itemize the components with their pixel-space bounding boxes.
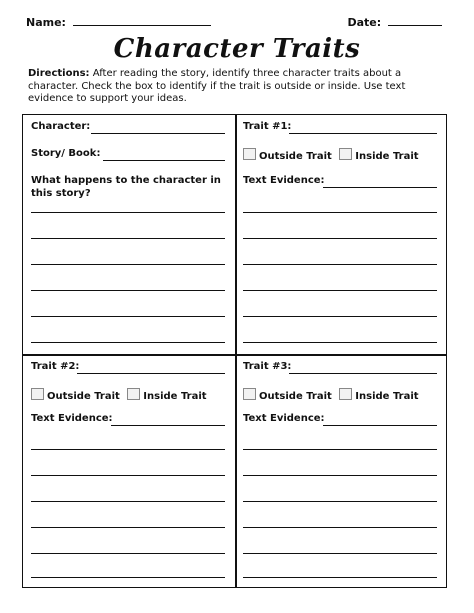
evidence-field (31, 413, 113, 424)
answer-line[interactable] (31, 342, 225, 343)
outside-trait-label: Outside Trait (259, 151, 332, 162)
trait-3-box (243, 361, 439, 583)
answer-line[interactable] (243, 290, 437, 291)
evidence-label: Text Evidence: (243, 175, 325, 186)
answer-line[interactable] (243, 316, 437, 317)
trait-1-blank[interactable] (289, 133, 437, 134)
answer-line[interactable] (243, 553, 437, 554)
evidence-label: Text Evidence: (31, 413, 113, 424)
answer-line[interactable] (31, 527, 225, 528)
inside-trait-label: Inside Trait (355, 151, 419, 162)
outside-trait-checkbox[interactable] (31, 388, 44, 400)
outside-trait-label: Outside Trait (47, 391, 120, 402)
page-title: Character Traits (113, 34, 361, 64)
inside-trait-checkbox[interactable] (339, 148, 352, 160)
trait-3-blank[interactable] (289, 373, 437, 374)
answer-line[interactable] (31, 316, 225, 317)
answer-line[interactable] (31, 449, 225, 450)
date-row (347, 14, 442, 29)
answer-line[interactable] (31, 290, 225, 291)
date-blank[interactable] (388, 14, 442, 26)
inside-trait-label: Inside Trait (355, 391, 419, 402)
question-text: What happens to the character in this story? (31, 175, 221, 199)
outside-trait-checkbox[interactable] (243, 388, 256, 400)
answer-line[interactable] (31, 238, 225, 239)
story-label: Story/ Book: (31, 148, 101, 159)
answer-line[interactable] (243, 501, 437, 502)
trait-1-label: Trait #1: (243, 121, 292, 132)
evidence-label: Text Evidence: (243, 413, 325, 424)
grid-divider-horizontal (23, 354, 446, 356)
trait-3-checkboxes (243, 388, 423, 402)
name-label: Name: (26, 16, 66, 29)
trait-1-checkboxes (243, 148, 423, 162)
evidence-field (243, 175, 325, 186)
answer-line[interactable] (243, 577, 437, 578)
evidence-blank[interactable] (323, 187, 437, 188)
trait-1-box (243, 121, 439, 349)
outside-trait-label: Outside Trait (259, 391, 332, 402)
directions-text: After reading the story, identify three character traits about a character. Check the box to identify if the trait is outside or inside. Use text evidence to support your ideas. (28, 68, 406, 104)
directions-label: Directions: (28, 68, 90, 79)
answer-line[interactable] (31, 264, 225, 265)
trait-3-label: Trait #3: (243, 361, 292, 372)
name-blank[interactable] (73, 14, 211, 26)
inside-trait-checkbox[interactable] (127, 388, 140, 400)
answer-line[interactable] (243, 264, 437, 265)
directions (28, 68, 443, 106)
character-box (31, 121, 227, 349)
trait-1-field (243, 121, 291, 132)
evidence-blank[interactable] (111, 425, 225, 426)
character-field (31, 121, 90, 132)
answer-line[interactable] (31, 553, 225, 554)
trait-2-blank[interactable] (77, 373, 225, 374)
character-label: Character: (31, 121, 91, 132)
trait-2-box (31, 361, 227, 583)
answer-line[interactable] (31, 577, 225, 578)
story-field (31, 148, 100, 159)
answer-line[interactable] (31, 501, 225, 502)
answer-line[interactable] (243, 238, 437, 239)
trait-2-checkboxes (31, 388, 211, 402)
name-row (26, 14, 211, 29)
answer-line[interactable] (31, 475, 225, 476)
answer-line[interactable] (31, 212, 225, 213)
worksheet-grid (22, 114, 447, 588)
evidence-field (243, 413, 325, 424)
character-blank[interactable] (91, 133, 225, 134)
answer-line[interactable] (243, 212, 437, 213)
trait-3-field (243, 361, 291, 372)
grid-divider-vertical (235, 115, 237, 587)
answer-line[interactable] (243, 475, 437, 476)
evidence-blank[interactable] (323, 425, 437, 426)
story-blank[interactable] (103, 160, 225, 161)
inside-trait-checkbox[interactable] (339, 388, 352, 400)
trait-2-field (31, 361, 79, 372)
date-label: Date: (347, 16, 382, 29)
trait-2-label: Trait #2: (31, 361, 80, 372)
outside-trait-checkbox[interactable] (243, 148, 256, 160)
inside-trait-label: Inside Trait (143, 391, 207, 402)
answer-line[interactable] (243, 527, 437, 528)
answer-line[interactable] (243, 342, 437, 343)
answer-line[interactable] (243, 449, 437, 450)
